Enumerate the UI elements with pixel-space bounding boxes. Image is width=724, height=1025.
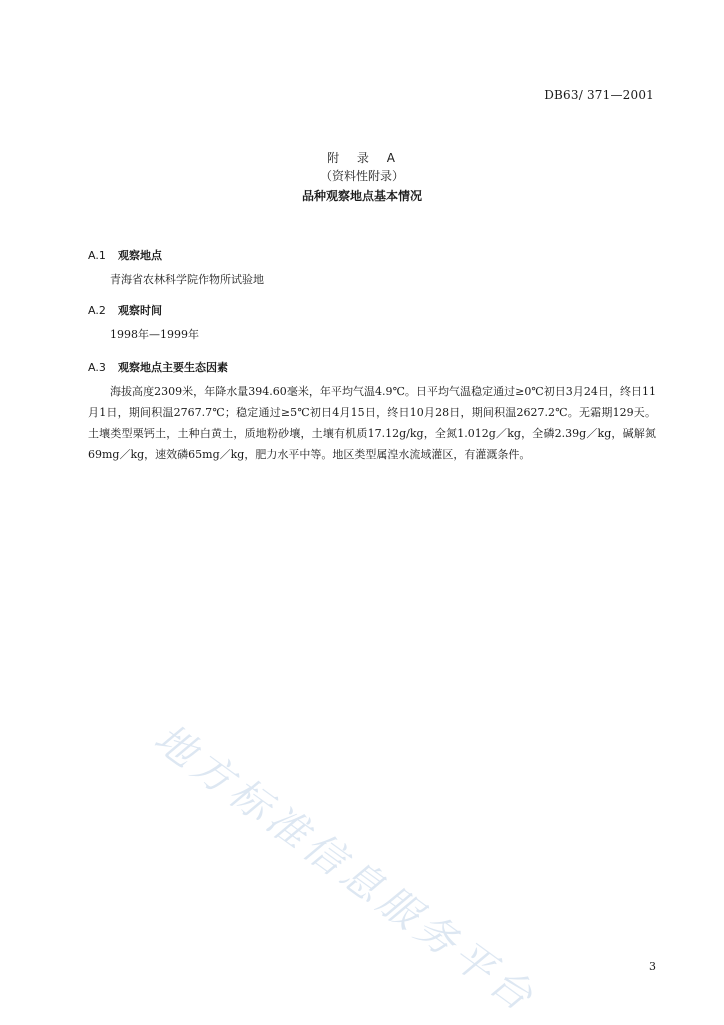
section-number: A.2 — [88, 304, 106, 317]
section-number: A.1 — [88, 249, 106, 262]
section-heading — [88, 304, 656, 318]
section-body: 海拔高度2309米，年降水量394.60毫米，年平均气温4.9℃。日平均气温稳定通过≥0℃初日3月24日，终日11月1日，期间积温2767.7℃；稳定通过≥5℃初日4月15日，终日10月28日，期间积温2627.2℃。无霜期129天。土壤类型栗钙土，土种白黄土，质地粉砂壤，土壤有机质17.12g/kg，全氮1.012g／kg，全磷2.39g／kg，碱解氮69mg／kg，速效磷65mg／kg，肥力水平中等。地区类型属湟水流域灌区，有灌溉条件。 — [88, 385, 656, 461]
appendix-type: （资料性附录） — [319, 169, 404, 183]
section-body: 青海省农林科学院作物所试验地 — [110, 273, 264, 286]
section-title: 观察地点主要生态因素 — [118, 361, 228, 374]
watermark: 地方标准信息服务平台 — [145, 715, 545, 1023]
section-number: A.3 — [88, 361, 106, 374]
section-title: 观察时间 — [118, 304, 162, 317]
section-heading — [88, 249, 656, 263]
page-number: 3 — [649, 960, 656, 973]
appendix-title: 附 录 A — [327, 151, 397, 165]
section-a3 — [88, 361, 656, 465]
appendix-subject: 品种观察地点基本情况 — [301, 189, 422, 203]
section-a2 — [88, 304, 656, 345]
section-body: 1998年—1999年 — [110, 328, 199, 341]
appendix-heading — [0, 150, 724, 206]
section-a1 — [88, 249, 656, 290]
section-heading — [88, 361, 656, 375]
section-title: 观察地点 — [118, 249, 162, 262]
document-code: DB63/ 371—2001 — [544, 88, 654, 102]
